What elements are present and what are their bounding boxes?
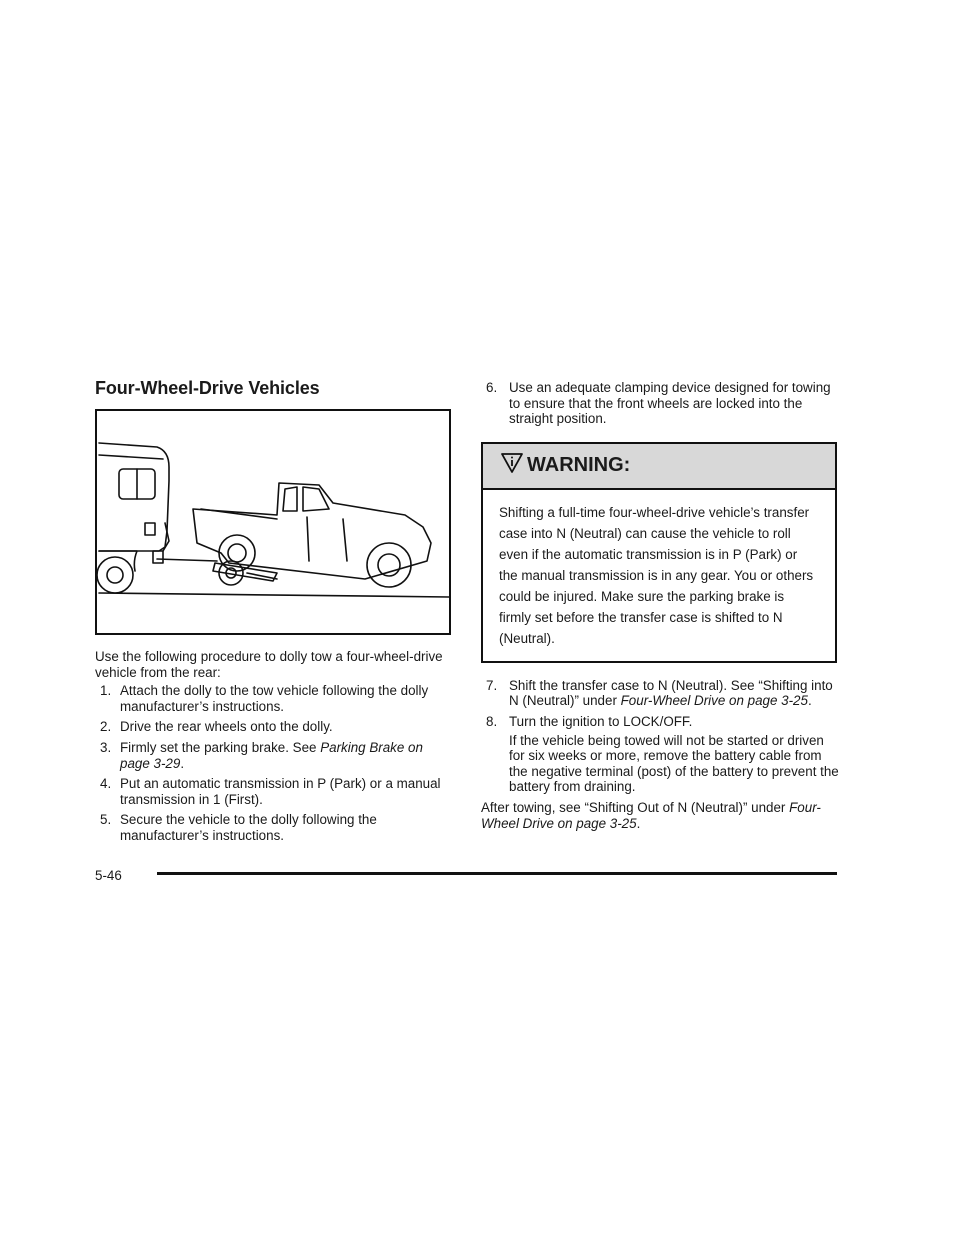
step-8: 8. Turn the ignition to LOCK/OFF. If the vehicle being towed will not be started or driven for six weeks or more, remove the battery cable from the negative terminal (post) of the battery to prevent the battery from draining. <box>481 714 841 795</box>
page-number: 5-46 <box>95 868 122 883</box>
step-3: 3. Firmly set the parking brake. See Parking Brake on page 3-29. <box>100 739 423 771</box>
warning-box <box>481 442 837 663</box>
after-towing-paragraph: After towing, see “Shifting Out of N (Neutral)” under Four-Wheel Drive on page 3-25. <box>481 799 821 831</box>
right-column <box>481 380 841 831</box>
procedure-steps-right-bottom <box>481 678 841 795</box>
step-1: 1. Attach the dolly to the tow vehicle following the dolly manufacturer’s instructions. <box>100 683 429 714</box>
dolly-tow-illustration <box>95 409 451 635</box>
parking-brake-reference: Parking Brake on page 3-29 <box>120 739 423 771</box>
warning-header <box>483 444 835 490</box>
warning-text: Shifting a full-time four-wheel-drive vehicle’s transfer case into N (Neutral) can cause the vehicle to roll even if the automatic transmission is in P (Park) or the manual transmission is in any gear. You or others could be injured. Make sure the parking brake is firmly set before the transfer case is shifted to N (Neutral). <box>499 504 814 646</box>
warning-body <box>483 490 835 661</box>
step-2: 2. Drive the rear wheels onto the dolly. <box>100 719 333 735</box>
step-5: 5. Secure the vehicle to the dolly following the manufacturer’s instructions. <box>100 812 377 843</box>
four-wheel-drive-reference: Four-Wheel Drive on page 3-25 <box>620 693 808 709</box>
truck-on-dolly-drawing <box>97 411 449 633</box>
left-column <box>95 378 455 849</box>
step-4: 4. Put an automatic transmission in P (Park) or a manual transmission in 1 (First). <box>100 776 441 807</box>
warning-triangle-icon <box>501 452 523 479</box>
step-8-note: If the vehicle being towed will not be started or driven for six weeks or more, remove the battery cable from the negative terminal (post) of the battery to prevent the battery from draining. <box>509 732 839 795</box>
intro-paragraph: Use the following procedure to dolly tow a four-wheel-drive vehicle from the rear: <box>95 649 443 680</box>
warning-title: WARNING: <box>527 454 631 477</box>
section-title: Four-Wheel-Drive Vehicles <box>95 378 320 398</box>
step-6: 6. Use an adequate clamping device designed for towing to ensure that the front wheels are locked into the straight position. <box>486 380 831 427</box>
step-7: 7. Shift the transfer case to N (Neutral). See “Shifting into N (Neutral)” under Four-Wheel Drive on page 3-25. <box>486 677 833 709</box>
procedure-steps-right-top <box>481 380 841 427</box>
procedure-steps-left <box>95 683 455 843</box>
four-wheel-drive-reference-2: Four-Wheel Drive on page 3-25 <box>481 799 821 831</box>
footer-rule <box>157 872 837 875</box>
